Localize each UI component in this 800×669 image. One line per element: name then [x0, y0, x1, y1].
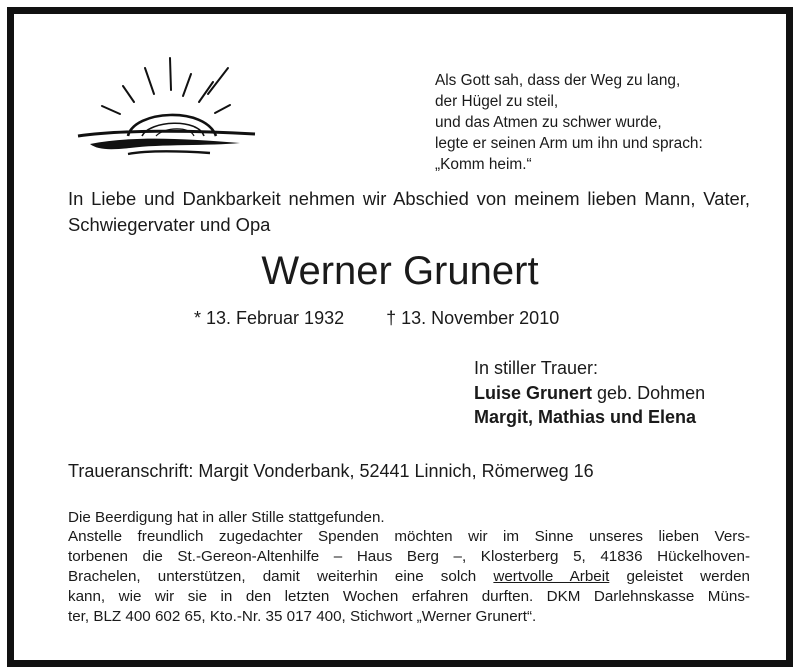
intro-text: In Liebe und Dankbarkeit nehmen wir Abschied von meinem lieben Mann, Vater, Schwiegervater und Opa [68, 188, 750, 235]
mourner-maiden-name: geb. Dohmen [592, 382, 706, 403]
underlined-phrase: wertvolle Arbeit [493, 568, 610, 585]
poem-line: und das Atmen zu schwer wurde, [435, 114, 662, 131]
mourner-line [474, 381, 705, 406]
donation-line [68, 567, 750, 587]
life-dates [194, 306, 559, 330]
death-date: † 13. November 2010 [386, 308, 560, 328]
poem-line: Als Gott sah, dass der Weg zu lang, [435, 72, 681, 89]
poem-line: legte er seinen Arm um ihn und sprach: [435, 135, 703, 152]
donation-line: Anstelle freundlich zugedachter Spenden möchten wir im Sinne unseres lieben Vers- [68, 528, 750, 545]
donation-line: torbenen die St.-Gereon-Altenhilfe – Haus Berg –, Klosterberg 5, 41836 Hückelhoven- [68, 548, 750, 565]
burial-note: Die Beerdigung hat in aller Stille stattgefunden. [68, 509, 385, 526]
donation-text: Brachelen, unterstützen, damit weiterhin eine solch [68, 568, 494, 585]
sunset-icon [70, 50, 260, 162]
mourner-name: Luise Grunert [474, 382, 593, 403]
mourners-block [474, 356, 705, 430]
donation-line: kann, wie wir sie in den letzten Wochen erfahren durften. DKM Darlehnskasse Müns- [68, 588, 750, 605]
mourner-line [474, 405, 705, 430]
obituary-card [7, 7, 793, 667]
poem-line: der Hügel zu steil, [435, 93, 559, 110]
mourner-name: Margit, Mathias und Elena [474, 407, 697, 427]
deceased-name: Werner Grunert [261, 249, 539, 293]
mourners-heading: In stiller Trauer: [474, 358, 599, 378]
birth-date: * 13. Februar 1932 [194, 308, 345, 328]
donation-text: geleistet werden [609, 568, 750, 585]
mourning-address: Traueranschrift: Margit Vonderbank, 52441 Linnich, Römerweg 16 [68, 461, 594, 481]
poem [435, 70, 703, 175]
poem-line: „Komm heim.“ [435, 156, 532, 173]
donation-line: ter, BLZ 400 602 65, Kto.-Nr. 35 017 400, Stichwort „Werner Grunert“. [68, 608, 537, 625]
donation-note [68, 527, 750, 627]
